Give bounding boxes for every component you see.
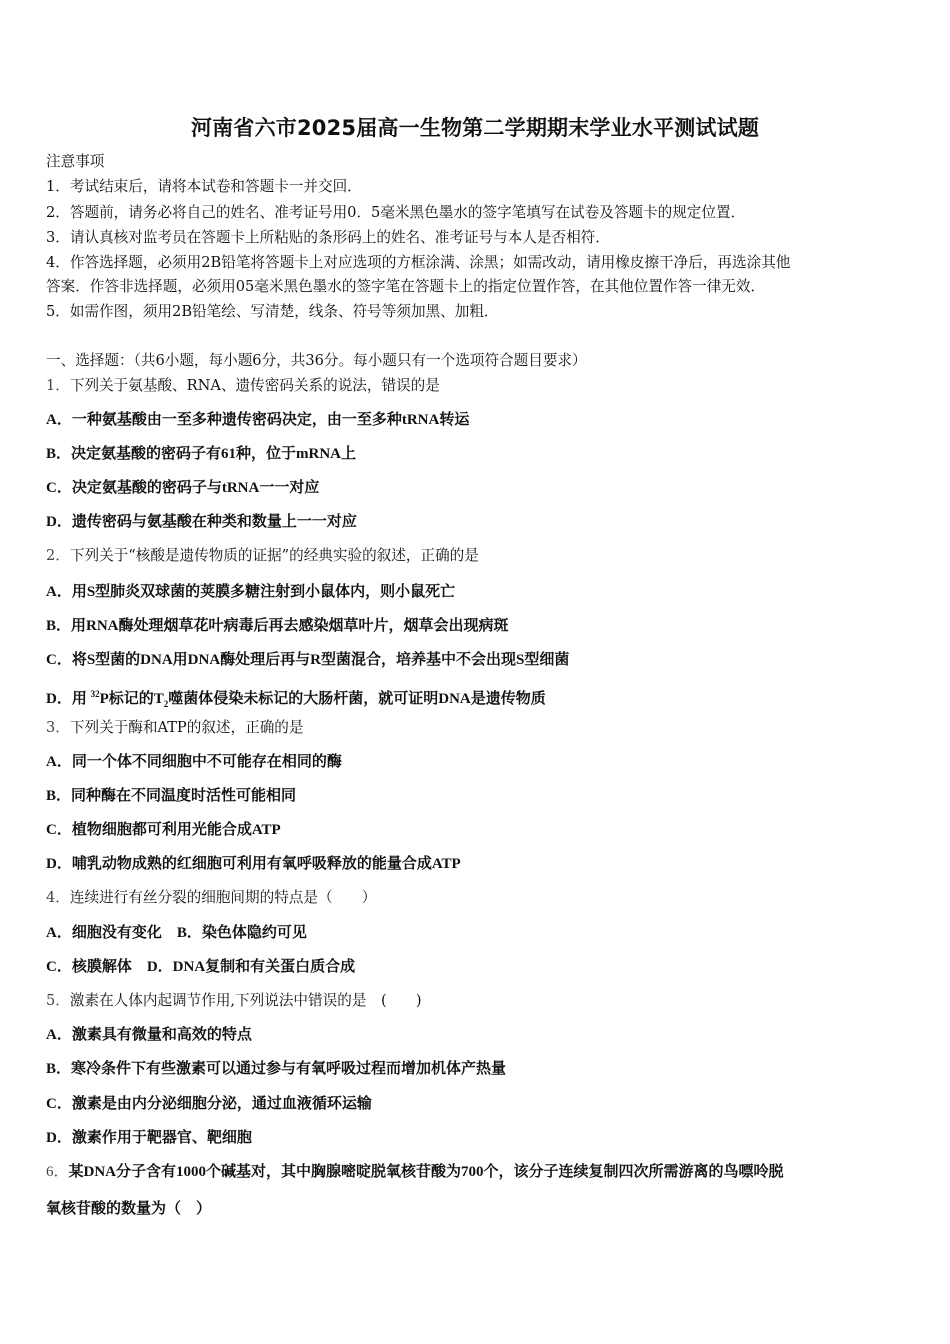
option-2d bbox=[46, 684, 546, 714]
option-1a: A．一种氨基酸由一至多种遗传密码决定，由一至多种tRNA转运 bbox=[46, 412, 470, 428]
option-1b: B．决定氨基酸的密码子有61种，位于mRNA上 bbox=[46, 446, 356, 462]
option-5a: A．激素具有微量和高效的特点 bbox=[46, 1027, 252, 1043]
question-number: 1． bbox=[46, 377, 70, 394]
question-text: 激素在人体内起调节作用,下列说法中错误的是 ( ) bbox=[69, 992, 422, 1009]
option-3d: D．哺乳动物成熟的红细胞可利用有氧呼吸释放的能量合成ATP bbox=[46, 856, 461, 872]
notice-item: 3．请认真核对监考员在答题卡上所粘贴的条形码上的姓名、准考证号与本人是否相符． bbox=[46, 229, 610, 246]
question-6-stem bbox=[46, 1162, 784, 1182]
option-4ab: A．细胞没有变化 B．染色体隐约可见 bbox=[46, 925, 307, 941]
option-5c: C．激素是由内分泌细胞分泌，通过血液循环运输 bbox=[46, 1096, 372, 1112]
section-heading: 一、选择题：（共6小题，每小题6分，共36分。每小题只有一个选项符合题目要求） bbox=[46, 352, 587, 369]
question-number: 2． bbox=[46, 547, 70, 564]
option-3a: A．同一个体不同细胞中不可能存在相同的酶 bbox=[46, 754, 342, 770]
question-6-stem-cont: 氧核苷酸的数量为（ ） bbox=[46, 1201, 212, 1217]
option-3c: C．植物细胞都可利用光能合成ATP bbox=[46, 822, 281, 838]
notice-item: 5．如需作图，须用2B铅笔绘、写清楚，线条、符号等须加黑、加粗． bbox=[46, 303, 499, 320]
question-number: 6． bbox=[46, 1164, 69, 1180]
question-4-stem bbox=[46, 888, 376, 908]
notice-item: 答案．作答非选择题，必须用05毫米黑色墨水的签字笔在答题卡上的指定位置作答，在其他位置作答一律无效． bbox=[46, 278, 766, 295]
notice-heading: 注意事项 bbox=[46, 153, 105, 170]
subscript: 2 bbox=[163, 699, 169, 709]
option-text: P标记的T bbox=[99, 691, 164, 707]
question-text: 连续进行有丝分裂的细胞间期的特点是（ ） bbox=[69, 889, 377, 906]
superscript: 32 bbox=[90, 689, 100, 699]
notice-item: 4．作答选择题，必须用2B铅笔将答题卡上对应选项的方框涂满、涂黑；如需改动，请用橡皮擦干净后，再选涂其他 bbox=[46, 254, 791, 271]
option-3b: B．同种酶在不同温度时活性可能相同 bbox=[46, 788, 297, 804]
option-2a: A．用S型肺炎双球菌的荚膜多糖注射到小鼠体内，则小鼠死亡 bbox=[46, 584, 456, 600]
option-2c: C．将S型菌的DNA用DNA酶处理后再与R型菌混合，培养基中不会出现S型细菌 bbox=[46, 652, 570, 668]
question-text: 下列关于“核酸是遗传物质的证据”的经典实验的叙述，正确的是 bbox=[69, 547, 479, 564]
question-text: 某DNA分子含有1000个碱基对，其中胸腺嘧啶脱氧核苷酸为700个，该分子连续复制四次所需游离的鸟嘌呤脱 bbox=[68, 1164, 784, 1180]
question-number: 4． bbox=[46, 889, 70, 906]
question-2-stem bbox=[46, 546, 479, 566]
option-2b: B．用RNA酶处理烟草花叶病毒后再去感染烟草叶片，烟草会出现病斑 bbox=[46, 618, 509, 634]
question-number: 3． bbox=[46, 719, 70, 736]
question-text: 下列关于氨基酸、RNA、遗传密码关系的说法，错误的是 bbox=[69, 377, 440, 394]
notice-item: 1．考试结束后，请将本试卷和答题卡一并交回． bbox=[46, 178, 362, 195]
notice-item: 2．答题前，请务必将自己的姓名、准考证号用0．5毫米黑色墨水的签字笔填写在试卷及答题卡的规定位置． bbox=[46, 204, 746, 221]
page-title: 河南省六市2025届高一生物第二学期期末学业水平测试试题 bbox=[190, 116, 760, 140]
option-5b: B．寒冷条件下有些激素可以通过参与有氧呼吸过程而增加机体产热量 bbox=[46, 1061, 507, 1077]
question-number: 5． bbox=[46, 992, 70, 1009]
question-1-stem bbox=[46, 376, 440, 396]
option-text: 噬菌体侵染未标记的大肠杆菌，就可证明DNA是遗传物质 bbox=[168, 691, 546, 707]
option-text: D．用 bbox=[46, 691, 91, 707]
question-3-stem bbox=[46, 718, 304, 738]
question-text: 下列关于酶和ATP的叙述，正确的是 bbox=[69, 719, 304, 736]
question-5-stem bbox=[46, 991, 422, 1011]
option-4cd: C．核膜解体 D．DNA复制和有关蛋白质合成 bbox=[46, 959, 356, 975]
option-1c: C．决定氨基酸的密码子与tRNA一一对应 bbox=[46, 480, 320, 496]
option-5d: D．激素作用于靶器官、靶细胞 bbox=[46, 1130, 252, 1146]
option-1d: D．遗传密码与氨基酸在种类和数量上一一对应 bbox=[46, 514, 357, 530]
